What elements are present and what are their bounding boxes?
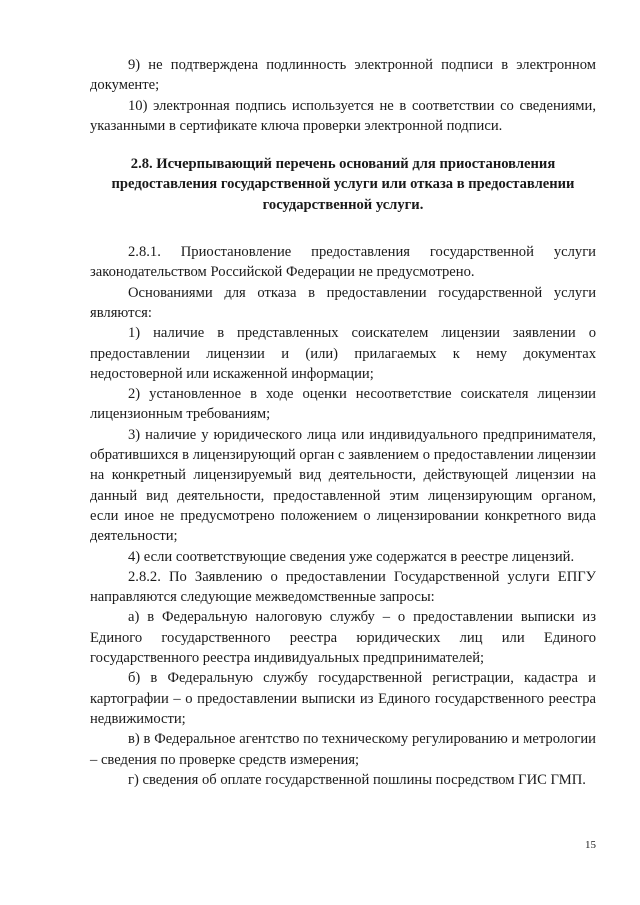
paragraph-2-8-2: 2.8.2. По Заявлению о предоставлении Государственной услуги ЕПГУ направляются следующие межведомственные запросы:: [90, 568, 596, 606]
list-item-v: в) в Федеральное агентство по техническому регулированию и метрологии – сведения по проверке средств измерения;: [90, 731, 596, 768]
paragraph-refusal-grounds: Основаниями для отказа в предоставлении государственной услуги являются:: [90, 284, 596, 321]
paragraph-2-8-1: 2.8.1. Приостановление предоставления государственной услуги законодательством Российской Федерации не предусмотрено.: [90, 244, 596, 281]
list-item-1: 1) наличие в представленных соискателем лицензии заявлении о предоставлении лицензии и (или) прилагаемых к нему документах недостоверной или искаженной информации;: [90, 325, 596, 382]
list-item-a: а) в Федеральную налоговую службу – о предоставлении выписки из Единого государственного реестра юридических лиц или Единого государственного реестра индивидуальных предпринимателей;: [90, 609, 596, 667]
list-item-10: 10) электронная подпись используется не в соответствии со сведениями, указанными в сертификате ключа проверки электронной подписи.: [90, 97, 596, 134]
list-item-b: б) в Федеральную службу государственной регистрации, кадастра и картографии – о предоставлении выписки из Единого государственного реестра недвижимости;: [90, 670, 596, 727]
page-content: [90, 55, 596, 790]
section-heading: 2.8. Исчерпывающий перечень оснований для приостановления предоставления государственной услуги или отказа в предоставлении государственной услуги.: [111, 156, 575, 213]
list-item-g: г) сведения об оплате государственной пошлины посредством ГИС ГМП.: [128, 771, 586, 788]
list-item-4: 4) если соответствующие сведения уже содержатся в реестре лицензий.: [128, 548, 575, 565]
list-item-9: 9) не подтверждена подлинность электронной подписи в электронном документе;: [90, 57, 596, 94]
page-number: 15: [585, 839, 596, 851]
list-item-2: 2) установленное в ходе оценки несоответствие соискателя лицензии лицензионным требованиям;: [90, 386, 596, 423]
list-item-3: 3) наличие у юридического лица или индивидуального предпринимателя, обратившихся в лицензирующий орган с заявлением о предоставлении лицензии на конкретный лицензируемый вид деятельности, действующей лицензии на данный вид деятельности, предоставленной этим лицензирующим органом, если иное не предусмотрено положением о лицензировании конкретного вида деятельности;: [90, 426, 596, 545]
